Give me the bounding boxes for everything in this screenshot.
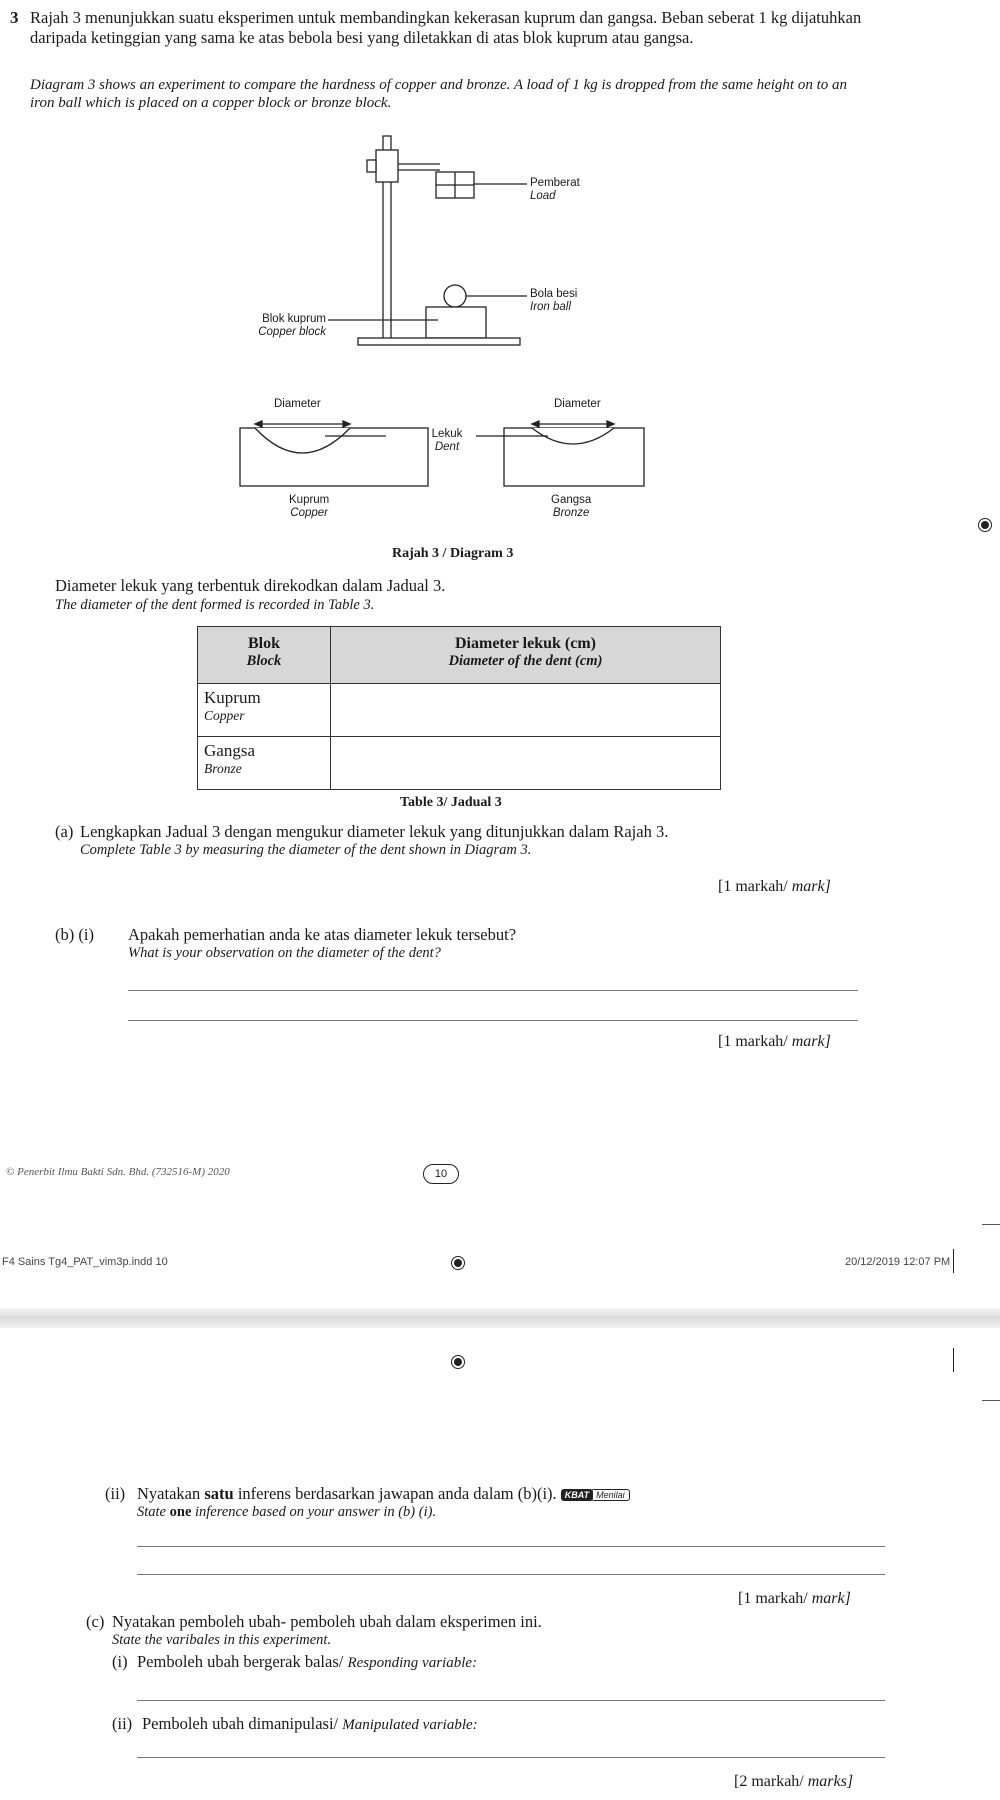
bronze-label-bm: Gangsa <box>551 494 592 506</box>
metal-block <box>426 307 486 338</box>
copper-label <box>289 494 329 520</box>
table-header-diameter <box>331 627 721 684</box>
part-b2-en <box>137 1504 436 1521</box>
table-header-block <box>198 627 331 684</box>
diameter-label-left: Diameter <box>274 398 321 410</box>
file-slug: F4 Sains Tg4_PAT_vim3p.indd 10 <box>2 1256 168 1268</box>
part-c-ii-label: (ii) <box>112 1714 133 1733</box>
load-label-en: Load <box>530 190 556 202</box>
row-copper-en: Copper <box>204 708 245 723</box>
part-c-i-en: Responding variable: <box>347 1655 478 1671</box>
table-cell-block <box>198 684 331 737</box>
registration-mark-icon <box>451 1256 465 1270</box>
part-b2-answer-line[interactable] <box>137 1546 885 1547</box>
row-copper-bm: Kuprum <box>204 688 261 707</box>
part-c-i-label: (i) <box>112 1652 128 1671</box>
part-c-marks-bm: [2 markah/ <box>734 1773 804 1790</box>
part-b1-label: (b) (i) <box>55 925 94 944</box>
registration-mark-icon <box>978 518 992 532</box>
question-intro-en: Diagram 3 shows an experiment to compare the hardness of copper and bronze. A load of 1 kg is dropped from the same height on to an iron ball which is placed on a copper block or bronze block. <box>30 77 848 111</box>
part-b2-label: (ii) <box>105 1484 126 1503</box>
table-cell-block <box>198 737 331 790</box>
part-b2-bm-post: inferens berdasarkan jawapan anda dalam (b)(i). <box>233 1484 557 1503</box>
dent-label-en: Dent <box>434 441 460 453</box>
bronze-label-en: Bronze <box>552 507 590 519</box>
part-c-i-bm: Pemboleh ubah bergerak balas/ <box>137 1652 344 1671</box>
part-c-marks <box>734 1773 853 1791</box>
iron-ball-label <box>530 288 577 314</box>
part-b2-answer-line[interactable] <box>137 1574 885 1575</box>
clamp-boss <box>376 150 398 182</box>
bronze-diameter-answer-cell[interactable] <box>331 737 721 790</box>
part-b2-bm <box>137 1484 630 1504</box>
part-c-i-text <box>137 1652 477 1672</box>
part-b1-en: What is your observation on the diameter of the dent? <box>128 945 441 961</box>
part-a-bm: Lengkapkan Jadual 3 dengan mengukur diameter lekuk yang ditunjukkan dalam Rajah 3. <box>80 822 669 841</box>
diameter-label-right: Diameter <box>554 398 601 410</box>
iron-ball <box>444 285 466 307</box>
iron-ball-label-en: Iron ball <box>530 301 571 313</box>
registration-mark-icon <box>451 1355 465 1369</box>
diagram-caption: Rajah 3 / Diagram 3 <box>392 546 514 561</box>
part-b2-marks-bm: [1 markah/ <box>738 1590 808 1607</box>
part-a-marks-bm: [1 markah/ <box>718 878 788 895</box>
print-timestamp: 20/12/2019 12:07 PM <box>845 1256 951 1268</box>
part-c-ii-en: Manipulated variable: <box>342 1717 478 1733</box>
copper-diameter-answer-cell[interactable] <box>331 684 721 737</box>
part-b1-answer-line[interactable] <box>128 990 858 991</box>
question-number: 3 <box>10 8 19 27</box>
part-c-en: State the varibales in this experiment. <box>112 1632 332 1648</box>
crop-mark <box>953 1348 954 1372</box>
crop-mark <box>982 1400 1000 1401</box>
table-row <box>198 684 721 737</box>
copper-block-label-bm: Blok kuprum <box>262 313 326 325</box>
table-intro-en: The diameter of the dent formed is recorded in Table 3. <box>55 597 375 613</box>
header-block-bm: Blok <box>247 635 280 652</box>
header-block-en: Block <box>246 653 282 669</box>
dent-label-bm: Lekuk <box>431 428 463 440</box>
part-a-en: Complete Table 3 by measuring the diameter of the dent shown in Diagram 3. <box>80 842 532 858</box>
part-b2-en-post: inference based on your answer in (b) (i). <box>191 1504 437 1520</box>
part-c-ii-bm: Pemboleh ubah dimanipulasi/ <box>142 1714 339 1733</box>
stand-base <box>358 338 520 345</box>
part-b2-en-bold: one <box>169 1504 192 1520</box>
part-c-bm: Nyatakan pemboleh ubah- pemboleh ubah dalam eksperimen ini. <box>112 1612 542 1631</box>
part-b1-answer-line[interactable] <box>128 1020 858 1021</box>
row-bronze-bm: Gangsa <box>204 741 255 760</box>
part-b2-bm-bold: satu <box>204 1484 234 1503</box>
part-a-marks-en: mark] <box>791 878 831 895</box>
kbat-badge: KBAT <box>561 1489 593 1501</box>
dent-diameter-table <box>197 626 721 790</box>
part-b1-bm: Apakah pemerhatian anda ke atas diameter lekuk tersebut? <box>128 925 517 944</box>
dent-label <box>424 428 470 454</box>
part-b1-marks-en: mark] <box>791 1033 831 1050</box>
bronze-label <box>551 494 591 520</box>
part-c-ii-text <box>142 1714 478 1734</box>
manipulated-variable-answer-line[interactable] <box>137 1757 885 1758</box>
copper-label-bm: Kuprum <box>289 494 330 506</box>
page-number: 10 <box>423 1164 459 1184</box>
header-diameter-en: Diameter of the dent (cm) <box>448 653 603 669</box>
crop-mark <box>953 1249 954 1273</box>
part-b2-bm-pre: Nyatakan <box>137 1484 205 1503</box>
question-intro-bm: Rajah 3 menunjukkan suatu eksperimen untuk membandingkan kekerasan kuprum dan gangsa. Beban seberat 1 kg dijatuhkan daripada ketinggian yang sama ke atas bebola besi yang diletakkan di atas blok kuprum atau gangsa. <box>30 8 862 47</box>
part-b2-marks-en: mark] <box>811 1590 851 1607</box>
menilai-badge: Menilai <box>591 1489 630 1501</box>
responding-variable-answer-line[interactable] <box>137 1700 885 1701</box>
load-label <box>530 177 580 203</box>
table-header-row <box>198 627 721 684</box>
copper-block-label <box>252 313 326 339</box>
part-a-marks <box>718 878 831 896</box>
part-c-label: (c) <box>86 1612 105 1631</box>
part-b1-marks-bm: [1 markah/ <box>718 1033 788 1050</box>
part-c-marks-en: marks] <box>807 1773 854 1790</box>
apparatus-diagram <box>0 0 1000 540</box>
load-label-bm: Pemberat <box>530 177 580 189</box>
part-b2-marks <box>738 1590 851 1608</box>
copper-block-label-en: Copper block <box>258 326 326 338</box>
page-divider <box>0 1308 1000 1328</box>
copyright-text: © Penerbit Ilmu Bakti Sdn. Bhd. (732516-M) 2020 <box>6 1166 230 1178</box>
crop-mark <box>982 1224 1000 1225</box>
part-a-label: (a) <box>55 822 74 841</box>
copper-label-en: Copper <box>290 507 328 519</box>
part-b1-marks <box>718 1033 831 1051</box>
row-bronze-en: Bronze <box>204 761 242 776</box>
table-caption: Table 3/ Jadual 3 <box>400 795 502 810</box>
table-row <box>198 737 721 790</box>
iron-ball-label-bm: Bola besi <box>530 288 578 300</box>
part-b2-en-pre: State <box>137 1504 170 1520</box>
table-intro-bm: Diameter lekuk yang terbentuk direkodkan dalam Jadual 3. <box>55 576 446 595</box>
header-diameter-bm: Diameter lekuk (cm) <box>455 635 596 652</box>
